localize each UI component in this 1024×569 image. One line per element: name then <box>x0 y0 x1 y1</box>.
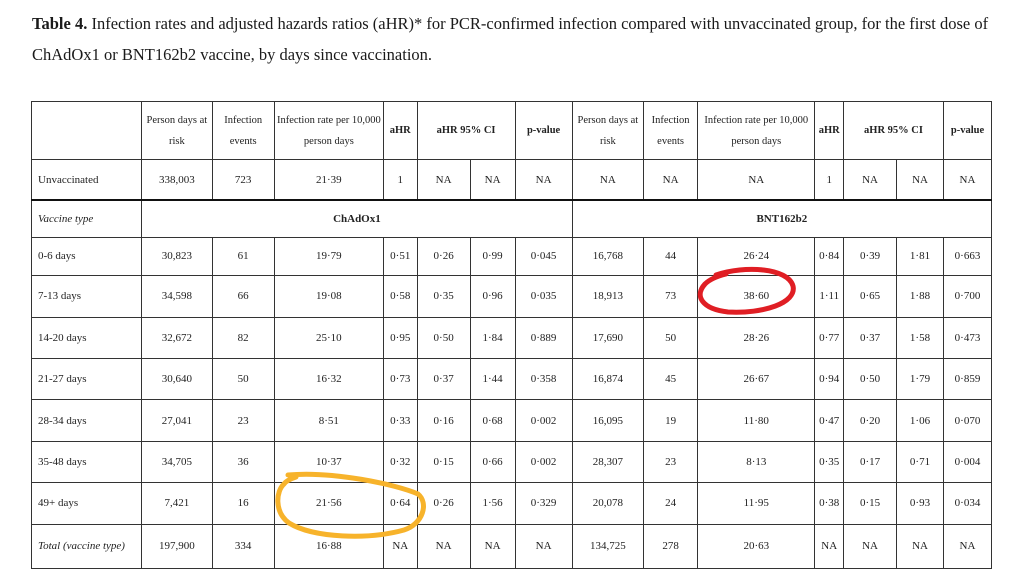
table-cell: 34,598 <box>142 275 212 317</box>
table-cell: 0·38 <box>815 482 844 524</box>
caption-label: Table 4. <box>32 14 88 33</box>
table-cell: 66 <box>212 275 274 317</box>
table-cell: NA <box>572 160 643 200</box>
table-cell: 0·329 <box>515 482 572 524</box>
table-cell: 338,003 <box>142 160 212 200</box>
header-cell: Person days at risk <box>572 102 643 160</box>
table-cell: 0·663 <box>943 237 991 275</box>
table-cell: 0·35 <box>815 442 844 482</box>
table-cell: NA <box>698 160 815 200</box>
table-cell: 0·93 <box>897 482 944 524</box>
table-cell: 38·60 <box>698 275 815 317</box>
table-cell: 0·004 <box>943 442 991 482</box>
table-cell: 1·79 <box>897 359 944 400</box>
table-cell: 0·26 <box>417 237 470 275</box>
table-cell: 0·070 <box>943 400 991 442</box>
row-label: 0-6 days <box>32 237 142 275</box>
table-cell: 45 <box>644 359 698 400</box>
table-cell: 25·10 <box>274 317 383 358</box>
table-cell: 16·88 <box>274 524 383 568</box>
unvaccinated-row <box>32 160 992 200</box>
table-cell: 10·37 <box>274 442 383 482</box>
table-cell: 20,078 <box>572 482 643 524</box>
table-cell: NA <box>844 160 897 200</box>
table-cell: NA <box>515 524 572 568</box>
table-cell: 17,690 <box>572 317 643 358</box>
table-cell: 1·81 <box>897 237 944 275</box>
table-cell: 50 <box>644 317 698 358</box>
table-cell: 0·96 <box>470 275 515 317</box>
header-cell: Infection events <box>644 102 698 160</box>
table-cell: 0·15 <box>844 482 897 524</box>
table-cell: 26·24 <box>698 237 815 275</box>
table-cell: 0·84 <box>815 237 844 275</box>
table-cell: 0·35 <box>417 275 470 317</box>
table-cell: 0·473 <box>943 317 991 358</box>
table-cell: 24 <box>644 482 698 524</box>
table-cell: 0·50 <box>844 359 897 400</box>
table-cell: NA <box>470 524 515 568</box>
table-cell: 1·56 <box>470 482 515 524</box>
table-cell: 11·80 <box>698 400 815 442</box>
group-chadox1: ChAdOx1 <box>142 200 572 237</box>
table-cell: 18,913 <box>572 275 643 317</box>
table-cell: 1·06 <box>897 400 944 442</box>
table-cell: 28·26 <box>698 317 815 358</box>
table-cell: 1·44 <box>470 359 515 400</box>
table-cell: 134,725 <box>572 524 643 568</box>
table-caption <box>32 8 992 70</box>
table-row <box>32 275 992 317</box>
table-cell: NA <box>943 160 991 200</box>
table-cell: 1·84 <box>470 317 515 358</box>
table-row <box>32 359 992 400</box>
table-cell: NA <box>897 160 944 200</box>
table-cell: 1 <box>383 160 417 200</box>
header-cell: aHR 95% CI <box>417 102 515 160</box>
table-cell: NA <box>383 524 417 568</box>
table-cell: 0·859 <box>943 359 991 400</box>
table-cell: NA <box>515 160 572 200</box>
table-cell: 23 <box>212 400 274 442</box>
table-cell: 0·889 <box>515 317 572 358</box>
header-cell: Infection events <box>212 102 274 160</box>
table-cell: NA <box>897 524 944 568</box>
header-cell: Infection rate per 10,000 person days <box>698 102 815 160</box>
table-cell: 0·71 <box>897 442 944 482</box>
table-cell: 0·64 <box>383 482 417 524</box>
table-cell: 20·63 <box>698 524 815 568</box>
table-cell: 19·08 <box>274 275 383 317</box>
table-cell: 26·67 <box>698 359 815 400</box>
header-cell <box>32 102 142 160</box>
table-cell: 0·002 <box>515 442 572 482</box>
table-cell: 7,421 <box>142 482 212 524</box>
header-cell: aHR <box>815 102 844 160</box>
table-cell: 16,768 <box>572 237 643 275</box>
table-cell: 73 <box>644 275 698 317</box>
table-row <box>32 482 992 524</box>
table-cell: 0·65 <box>844 275 897 317</box>
table-cell: 0·51 <box>383 237 417 275</box>
header-row <box>32 102 992 160</box>
table-cell: 27,041 <box>142 400 212 442</box>
caption-text: Infection rates and adjusted hazards ratios (aHR)* for PCR-confirmed infection compared with unvaccinated group, for the first dose of ChAdOx1 or BNT162b2 vaccine, by days since vaccination. <box>32 14 989 64</box>
table-cell: 61 <box>212 237 274 275</box>
table-cell: 0·32 <box>383 442 417 482</box>
table-cell: 0·66 <box>470 442 515 482</box>
table-cell: 8·51 <box>274 400 383 442</box>
table-cell: 0·358 <box>515 359 572 400</box>
vaccine-type-label: Vaccine type <box>32 200 142 237</box>
group-bnt162b2: BNT162b2 <box>572 200 991 237</box>
table-cell: 0·39 <box>844 237 897 275</box>
row-label: 7-13 days <box>32 275 142 317</box>
table-row <box>32 442 992 482</box>
row-label: 28-34 days <box>32 400 142 442</box>
table-cell: 197,900 <box>142 524 212 568</box>
header-cell: Person days at risk <box>142 102 212 160</box>
table-cell: 50 <box>212 359 274 400</box>
table-cell: 0·26 <box>417 482 470 524</box>
table-cell: 0·33 <box>383 400 417 442</box>
table-cell: 1·58 <box>897 317 944 358</box>
table-cell: 19·79 <box>274 237 383 275</box>
table-cell: 36 <box>212 442 274 482</box>
table-cell: 16 <box>212 482 274 524</box>
table-cell: 19 <box>644 400 698 442</box>
table-cell: 0·002 <box>515 400 572 442</box>
table-cell: 334 <box>212 524 274 568</box>
table-cell: 28,307 <box>572 442 643 482</box>
table-cell: 16,874 <box>572 359 643 400</box>
total-row <box>32 524 992 568</box>
table-cell: 30,640 <box>142 359 212 400</box>
table-row <box>32 237 992 275</box>
table-cell: 0·47 <box>815 400 844 442</box>
table-cell: 16·32 <box>274 359 383 400</box>
table-cell: 23 <box>644 442 698 482</box>
table-cell: NA <box>417 160 470 200</box>
table-cell: 1·88 <box>897 275 944 317</box>
table-cell: 0·94 <box>815 359 844 400</box>
row-label: Total (vaccine type) <box>32 524 142 568</box>
table-cell: NA <box>644 160 698 200</box>
row-label: Unvaccinated <box>32 160 142 200</box>
table-cell: 21·39 <box>274 160 383 200</box>
header-cell: p-value <box>515 102 572 160</box>
table-cell: 21·56 <box>274 482 383 524</box>
table-cell: 0·77 <box>815 317 844 358</box>
table-cell: 32,672 <box>142 317 212 358</box>
table-row <box>32 400 992 442</box>
table-cell: NA <box>815 524 844 568</box>
table-cell: 11·95 <box>698 482 815 524</box>
table-cell: 0·20 <box>844 400 897 442</box>
table-cell: NA <box>470 160 515 200</box>
header-cell: aHR 95% CI <box>844 102 944 160</box>
table-cell: 82 <box>212 317 274 358</box>
table-cell: 1·11 <box>815 275 844 317</box>
table-cell: 0·15 <box>417 442 470 482</box>
row-label: 35-48 days <box>32 442 142 482</box>
table-cell: 0·99 <box>470 237 515 275</box>
table-cell: 0·034 <box>943 482 991 524</box>
table-cell: 0·700 <box>943 275 991 317</box>
table-cell: NA <box>417 524 470 568</box>
table-cell: 30,823 <box>142 237 212 275</box>
table-cell: 0·95 <box>383 317 417 358</box>
table-cell: 34,705 <box>142 442 212 482</box>
table-cell: 0·37 <box>844 317 897 358</box>
table-cell: 44 <box>644 237 698 275</box>
table-cell: 0·50 <box>417 317 470 358</box>
table-cell: 723 <box>212 160 274 200</box>
table-cell: 0·58 <box>383 275 417 317</box>
row-label: 14-20 days <box>32 317 142 358</box>
results-table <box>31 101 992 569</box>
table-cell: 278 <box>644 524 698 568</box>
table-cell: 0·68 <box>470 400 515 442</box>
table-cell: NA <box>844 524 897 568</box>
header-cell: p-value <box>943 102 991 160</box>
table-cell: 0·37 <box>417 359 470 400</box>
table-cell: 8·13 <box>698 442 815 482</box>
row-label: 21-27 days <box>32 359 142 400</box>
table-cell: NA <box>943 524 991 568</box>
table-row <box>32 317 992 358</box>
table-cell: 1 <box>815 160 844 200</box>
vaccine-type-row <box>32 200 992 237</box>
table-cell: 16,095 <box>572 400 643 442</box>
table-cell: 0·035 <box>515 275 572 317</box>
row-label: 49+ days <box>32 482 142 524</box>
header-cell: aHR <box>383 102 417 160</box>
table-cell: 0·045 <box>515 237 572 275</box>
header-cell: Infection rate per 10,000 person days <box>274 102 383 160</box>
table-cell: 0·16 <box>417 400 470 442</box>
table-cell: 0·17 <box>844 442 897 482</box>
table-cell: 0·73 <box>383 359 417 400</box>
